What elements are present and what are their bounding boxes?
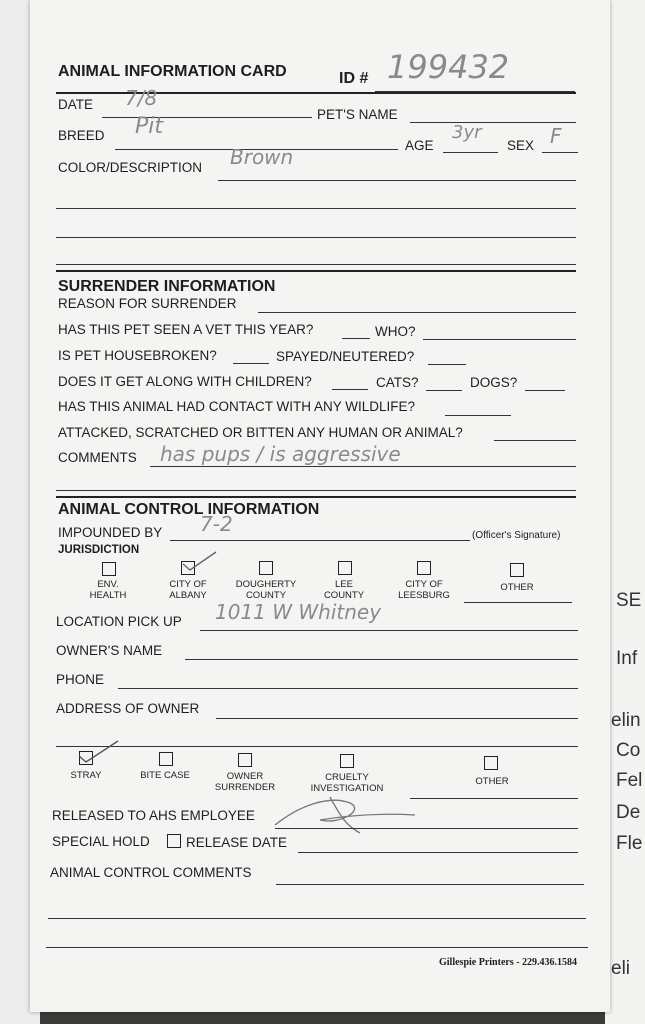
wildlife-label: HAS THIS ANIMAL HAD CONTACT WITH ANY WILDLIFE? bbox=[58, 399, 416, 414]
children-label: DOES IT GET ALONG WITH CHILDREN? bbox=[58, 374, 312, 389]
released-to-label: RELEASED TO AHS EMPLOYEE bbox=[52, 808, 255, 823]
lee-county-label: LEE COUNTY bbox=[323, 579, 365, 601]
sex-value: F bbox=[550, 124, 562, 148]
impounded-value: 7-2 bbox=[200, 512, 233, 536]
location-value: 1011 W Whitney bbox=[215, 600, 382, 624]
check-mark-icon bbox=[76, 738, 120, 766]
bite-case-label: BITE CASE bbox=[140, 770, 190, 781]
background-page-right bbox=[605, 0, 645, 1024]
checkbox-other-jurisdiction[interactable] bbox=[510, 563, 524, 577]
color-value: Brown bbox=[230, 145, 294, 169]
checkbox-special-hold[interactable] bbox=[167, 834, 181, 848]
checkbox-dougherty-county[interactable] bbox=[259, 561, 273, 575]
who-label: WHO? bbox=[375, 324, 416, 339]
date-label: DATE bbox=[58, 97, 94, 112]
dogs-label: DOGS? bbox=[470, 375, 518, 390]
dougherty-county-label: DOUGHERTY COUNTY bbox=[235, 579, 297, 601]
color-label: COLOR/DESCRIPTION bbox=[58, 160, 203, 175]
age-label: AGE bbox=[405, 138, 434, 153]
comments-label: COMMENTS bbox=[58, 450, 137, 465]
spayed-label: SPAYED/NEUTERED? bbox=[276, 349, 415, 364]
city-of-albany-label: CITY OF ALBANY bbox=[169, 579, 207, 601]
checkbox-cruelty-investigation[interactable] bbox=[340, 754, 354, 768]
edge-text: De bbox=[616, 802, 641, 823]
impounded-label: IMPOUNDED BY bbox=[58, 525, 163, 540]
id-label: ID # bbox=[339, 70, 369, 87]
cruelty-investigation-label: CRUELTY INVESTIGATION bbox=[310, 772, 384, 794]
edge-text: Inf bbox=[616, 648, 638, 669]
control-heading: ANIMAL CONTROL INFORMATION bbox=[58, 501, 320, 518]
printer-credit: Gillespie Printers - 229.436.1584 bbox=[439, 957, 578, 968]
reason-label: REASON FOR SURRENDER bbox=[58, 296, 237, 311]
release-date-label: RELEASE DATE bbox=[186, 835, 288, 850]
edge-text: SE bbox=[616, 590, 642, 611]
checkbox-bite-case[interactable] bbox=[159, 752, 173, 766]
pets-name-label: PET'S NAME bbox=[317, 107, 398, 122]
other-type-label: OTHER bbox=[475, 776, 509, 787]
city-of-leesburg-label: CITY OF LEESBURG bbox=[398, 579, 450, 601]
date-value: 7/8 bbox=[125, 86, 158, 110]
signature-scribble bbox=[270, 785, 420, 840]
sex-label: SEX bbox=[507, 138, 535, 153]
cats-label: CATS? bbox=[376, 375, 419, 390]
checkbox-owner-surrender[interactable] bbox=[238, 753, 252, 767]
vet-label: HAS THIS PET SEEN A VET THIS YEAR? bbox=[58, 322, 314, 337]
checkbox-lee-county[interactable] bbox=[338, 561, 352, 575]
check-mark-icon bbox=[180, 548, 220, 574]
edge-text: eli bbox=[611, 958, 631, 979]
owner-name-label: OWNER'S NAME bbox=[56, 643, 163, 658]
breed-value: Pit bbox=[135, 114, 164, 139]
checkbox-city-of-leesburg[interactable] bbox=[417, 561, 431, 575]
edge-text: Fel bbox=[616, 770, 643, 791]
comments-value: has pups / is aggressive bbox=[160, 442, 401, 466]
housebroken-label: IS PET HOUSEBROKEN? bbox=[58, 348, 217, 363]
checkbox-other-type[interactable] bbox=[484, 756, 498, 770]
other-jurisdiction-label: OTHER bbox=[500, 582, 534, 593]
owner-surrender-label: OWNER SURRENDER bbox=[214, 771, 276, 793]
breed-label: BREED bbox=[58, 128, 105, 143]
age-value: 3yr bbox=[452, 122, 482, 143]
special-hold-label: SPECIAL HOLD bbox=[52, 834, 150, 849]
ac-comments-label: ANIMAL CONTROL COMMENTS bbox=[50, 865, 252, 880]
address-label: ADDRESS OF OWNER bbox=[56, 701, 200, 716]
officer-signature-label: (Officer's Signature) bbox=[472, 530, 561, 541]
checkbox-env-health[interactable] bbox=[102, 562, 116, 576]
phone-label: PHONE bbox=[56, 672, 105, 687]
edge-text: Co bbox=[616, 740, 641, 761]
env-health-label: ENV. HEALTH bbox=[89, 579, 127, 601]
jurisdiction-label: JURISDICTION bbox=[58, 544, 140, 556]
attacked-label: ATTACKED, SCRATCHED OR BITTEN ANY HUMAN OR ANIMAL? bbox=[58, 425, 463, 440]
surrender-heading: SURRENDER INFORMATION bbox=[58, 278, 276, 295]
location-label: LOCATION PICK UP bbox=[56, 614, 182, 629]
card-title: ANIMAL INFORMATION CARD bbox=[58, 63, 287, 80]
id-value: 199432 bbox=[387, 48, 510, 86]
edge-text: Fle bbox=[616, 833, 643, 854]
stray-label: STRAY bbox=[70, 770, 102, 781]
animal-information-card bbox=[30, 0, 610, 1012]
edge-text: elin bbox=[611, 710, 641, 731]
